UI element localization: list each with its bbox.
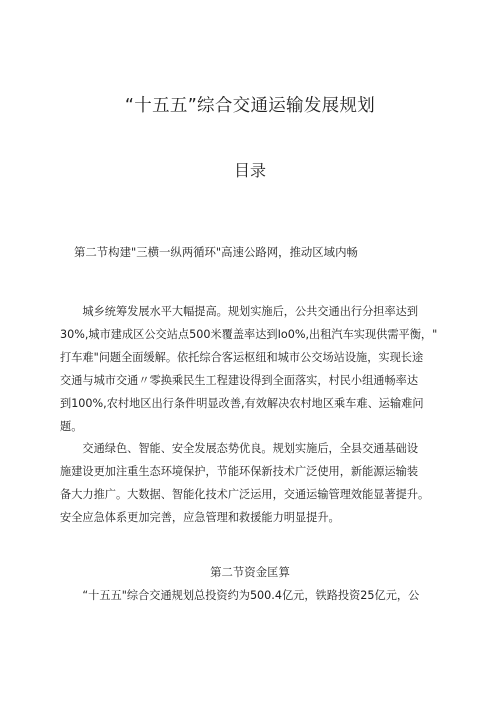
paragraph-line: 到100%,农村地区出行条件明显改善,有效解决农村地区乘车难、运输难问	[60, 397, 424, 410]
paragraph-line: “十五五"综合交通规划总投资约为500.4亿元，铁路投资25亿元，公	[60, 589, 420, 602]
paragraph-line: 施建设更加注重生态环境保护，节能环保新技术广泛使用，新能源运输装	[60, 465, 419, 478]
paragraph-line: 备大力推广。大数据、智能化技术广泛运用，交通运输管理效能显著提升。	[60, 488, 430, 501]
toc-heading: 目录	[233, 161, 266, 180]
paragraph-line: 交通与城市交通〃零换乘民生工程建设得到全面落实，村民小组通畅率达	[60, 374, 419, 387]
paragraph-investment	[60, 584, 450, 607]
paragraph-line: 安全应急体系更加完善，应急管理和救援能力明显提升。	[60, 511, 340, 524]
paragraph-line: 城乡统筹发展水平大幅提高。规划实施后，公共交通出行分担率达到	[60, 305, 419, 318]
subsection-heading: 第二节资金匡算	[210, 565, 290, 579]
paragraph-line: 30%,城市建成区公交站点500米覆盖率达到Io0%,出租汽车实现供需平衡，"	[60, 328, 438, 341]
paragraph-green-smart	[60, 437, 450, 529]
document-title: “十五五”综合交通运输发展规划	[124, 96, 376, 116]
paragraph-line: 题。	[60, 420, 83, 433]
paragraph-line: 打车难"问题全面缓解。依托综合客运枢纽和城市公交场站设施，实现长途	[60, 351, 424, 364]
paragraph-urban-rural	[60, 300, 450, 438]
section-heading: 第二节构建"三横一纵两循环"高速公路网，推动区域内畅	[74, 245, 358, 259]
paragraph-line: 交通绿色、智能、安全发展态势优良。规划实施后，全县交通基础设	[60, 442, 419, 455]
